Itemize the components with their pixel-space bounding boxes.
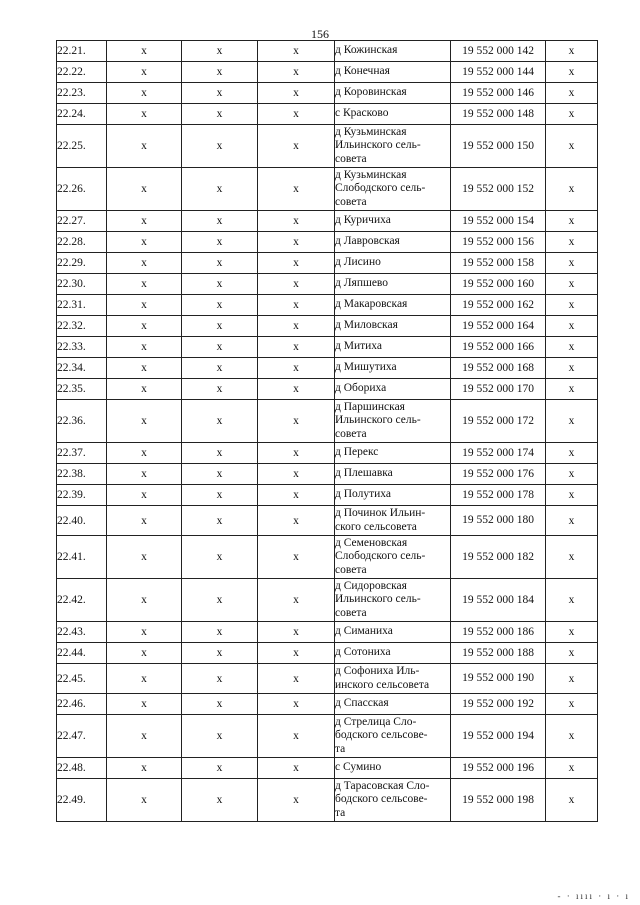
row-number-cell: 22.47. (57, 715, 107, 758)
settlement-name-line: д Ляпшево (335, 277, 389, 290)
mark-cell: x (546, 168, 598, 211)
settlement-name-line: бодского сельсове- (335, 729, 428, 742)
mark-cell: x (107, 253, 182, 274)
mark-cell: x (546, 443, 598, 464)
settlement-name-line: д Лисино (335, 256, 381, 269)
row-number-cell: 22.30. (57, 274, 107, 295)
mark-cell: x (182, 83, 258, 104)
row-number-cell: 22.37. (57, 443, 107, 464)
mark-cell: x (258, 104, 335, 125)
mark-cell: x (546, 62, 598, 83)
settlement-name-line: д Макаровская (335, 298, 408, 311)
oktmo-code-cell: 19 552 000 170 (451, 379, 546, 400)
settlement-name-line: совета (335, 427, 367, 440)
mark-cell: x (107, 41, 182, 62)
mark-cell: x (182, 62, 258, 83)
mark-cell: x (182, 274, 258, 295)
settlement-name-cell (335, 337, 451, 358)
table-row (57, 211, 598, 232)
row-number-cell: 22.21. (57, 41, 107, 62)
mark-cell: x (258, 694, 335, 715)
settlement-name-line: д Полутиха (335, 488, 392, 501)
row-number-cell: 22.31. (57, 295, 107, 316)
settlement-name-line: д Починок Ильин- (335, 507, 426, 520)
table-row (57, 485, 598, 506)
mark-cell: x (258, 443, 335, 464)
mark-cell: x (107, 536, 182, 579)
mark-cell: x (182, 211, 258, 232)
oktmo-code-cell: 19 552 000 182 (451, 536, 546, 579)
table-row (57, 536, 598, 579)
row-number-cell: 22.41. (57, 536, 107, 579)
mark-cell: x (182, 485, 258, 506)
mark-cell: x (258, 358, 335, 379)
table-row (57, 62, 598, 83)
settlement-name-cell (335, 379, 451, 400)
table-row (57, 758, 598, 779)
settlement-name-cell (335, 715, 451, 758)
settlement-name-line: д Миловская (335, 319, 398, 332)
row-number-cell: 22.22. (57, 62, 107, 83)
settlement-name-line: совета (335, 195, 367, 208)
settlement-name-cell (335, 758, 451, 779)
row-number-cell: 22.45. (57, 664, 107, 694)
mark-cell: x (182, 104, 258, 125)
oktmo-code-cell: 19 552 000 164 (451, 316, 546, 337)
mark-cell: x (258, 41, 335, 62)
mark-cell: x (107, 485, 182, 506)
table-row (57, 41, 598, 62)
mark-cell: x (258, 715, 335, 758)
table-row (57, 579, 598, 622)
oktmo-code-cell: 19 552 000 188 (451, 643, 546, 664)
table-row (57, 125, 598, 168)
settlement-name-line: д Паршинская (335, 401, 405, 414)
mark-cell: x (182, 779, 258, 822)
settlement-name-line: совета (335, 563, 367, 576)
mark-cell: x (182, 125, 258, 168)
settlement-name-line: инского сельсовета (335, 678, 430, 691)
mark-cell: x (182, 232, 258, 253)
oktmo-code-cell: 19 552 000 154 (451, 211, 546, 232)
mark-cell: x (182, 400, 258, 443)
oktmo-code-cell: 19 552 000 198 (451, 779, 546, 822)
settlement-name-cell (335, 443, 451, 464)
row-number-cell: 22.39. (57, 485, 107, 506)
settlement-name-line: д Кузьминская (335, 169, 407, 182)
oktmo-code-cell: 19 552 000 146 (451, 83, 546, 104)
oktmo-code-cell: 19 552 000 196 (451, 758, 546, 779)
settlement-name-line: д Кожинская (335, 44, 398, 57)
table-row (57, 168, 598, 211)
table-row (57, 779, 598, 822)
settlement-name-line: та (335, 806, 346, 819)
mark-cell: x (258, 125, 335, 168)
mark-cell: x (258, 400, 335, 443)
table-row (57, 232, 598, 253)
mark-cell: x (546, 232, 598, 253)
settlement-name-line: д Мишутиха (335, 361, 397, 374)
mark-cell: x (182, 664, 258, 694)
table-row (57, 643, 598, 664)
oktmo-code-cell: 19 552 000 194 (451, 715, 546, 758)
mark-cell: x (546, 400, 598, 443)
settlement-name-cell (335, 41, 451, 62)
mark-cell: x (258, 506, 335, 536)
mark-cell: x (182, 295, 258, 316)
settlement-name-line: Слободского сель- (335, 182, 426, 195)
settlement-name-cell (335, 295, 451, 316)
mark-cell: x (258, 168, 335, 211)
mark-cell: x (546, 358, 598, 379)
table-body (57, 41, 598, 822)
mark-cell: x (107, 83, 182, 104)
settlement-name-cell (335, 779, 451, 822)
settlement-name-line: д Спасская (335, 697, 389, 710)
settlement-name-cell (335, 83, 451, 104)
settlement-name-cell (335, 62, 451, 83)
page-number: 156 (311, 27, 329, 41)
table-row (57, 104, 598, 125)
mark-cell: x (182, 506, 258, 536)
table-row (57, 506, 598, 536)
settlement-name-line: с Сумино (335, 761, 382, 774)
mark-cell: x (546, 274, 598, 295)
settlement-name-cell (335, 125, 451, 168)
mark-cell: x (258, 536, 335, 579)
mark-cell: x (546, 211, 598, 232)
mark-cell: x (258, 758, 335, 779)
mark-cell: x (182, 694, 258, 715)
mark-cell: x (258, 622, 335, 643)
oktmo-code-cell: 19 552 000 156 (451, 232, 546, 253)
settlement-name-line: д Сотониха (335, 646, 391, 659)
row-number-cell: 22.29. (57, 253, 107, 274)
mark-cell: x (182, 536, 258, 579)
row-number-cell: 22.38. (57, 464, 107, 485)
table-row (57, 83, 598, 104)
mark-cell: x (107, 211, 182, 232)
mark-cell: x (258, 379, 335, 400)
oktmo-code-cell: 19 552 000 176 (451, 464, 546, 485)
oktmo-code-cell: 19 552 000 158 (451, 253, 546, 274)
table-row (57, 295, 598, 316)
row-number-cell: 22.35. (57, 379, 107, 400)
mark-cell: x (546, 379, 598, 400)
row-number-cell: 22.34. (57, 358, 107, 379)
oktmo-code-cell: 19 552 000 150 (451, 125, 546, 168)
mark-cell: x (182, 253, 258, 274)
mark-cell: x (546, 295, 598, 316)
table-row (57, 274, 598, 295)
settlement-name-cell (335, 643, 451, 664)
settlement-name-cell (335, 694, 451, 715)
mark-cell: x (182, 643, 258, 664)
settlement-name-line: д Кузьминская (335, 126, 407, 139)
oktmo-code-cell: 19 552 000 172 (451, 400, 546, 443)
settlement-name-cell (335, 211, 451, 232)
scan-artifact-marks: - · ıııı · ı · ı (557, 891, 630, 901)
settlement-name-line: совета (335, 606, 367, 619)
table-row (57, 316, 598, 337)
row-number-cell: 22.25. (57, 125, 107, 168)
mark-cell: x (107, 125, 182, 168)
mark-cell: x (258, 643, 335, 664)
mark-cell: x (258, 253, 335, 274)
mark-cell: x (546, 316, 598, 337)
mark-cell: x (182, 622, 258, 643)
mark-cell: x (546, 715, 598, 758)
mark-cell: x (258, 274, 335, 295)
table-row (57, 400, 598, 443)
mark-cell: x (107, 779, 182, 822)
settlement-name-cell (335, 579, 451, 622)
settlement-name-line: д Коровинская (335, 86, 407, 99)
mark-cell: x (258, 779, 335, 822)
mark-cell: x (546, 485, 598, 506)
mark-cell: x (107, 337, 182, 358)
settlement-name-cell (335, 232, 451, 253)
mark-cell: x (182, 464, 258, 485)
row-number-cell: 22.26. (57, 168, 107, 211)
mark-cell: x (258, 337, 335, 358)
row-number-cell: 22.24. (57, 104, 107, 125)
mark-cell: x (107, 168, 182, 211)
mark-cell: x (258, 232, 335, 253)
mark-cell: x (182, 316, 258, 337)
mark-cell: x (258, 211, 335, 232)
table-row (57, 358, 598, 379)
settlement-name-cell (335, 274, 451, 295)
settlement-name-cell (335, 358, 451, 379)
oktmo-code-cell: 19 552 000 144 (451, 62, 546, 83)
mark-cell: x (107, 664, 182, 694)
settlement-name-line: д Симаниха (335, 625, 393, 638)
mark-cell: x (546, 41, 598, 62)
mark-cell: x (546, 464, 598, 485)
mark-cell: x (546, 506, 598, 536)
table-row (57, 694, 598, 715)
oktmo-code-cell: 19 552 000 168 (451, 358, 546, 379)
mark-cell: x (546, 643, 598, 664)
row-number-cell: 22.44. (57, 643, 107, 664)
settlement-name-cell (335, 400, 451, 443)
settlement-name-cell (335, 464, 451, 485)
mark-cell: x (546, 337, 598, 358)
mark-cell: x (107, 579, 182, 622)
row-number-cell: 22.49. (57, 779, 107, 822)
mark-cell: x (107, 232, 182, 253)
settlement-name-line: Ильинского сель- (335, 414, 421, 427)
row-number-cell: 22.42. (57, 579, 107, 622)
mark-cell: x (107, 443, 182, 464)
oktmo-code-cell: 19 552 000 148 (451, 104, 546, 125)
settlement-name-line: Ильинского сель- (335, 139, 421, 152)
settlement-name-line: д Сидоровская (335, 580, 407, 593)
table-row (57, 443, 598, 464)
settlement-name-line: д Обориха (335, 382, 387, 395)
table-row (57, 715, 598, 758)
oktmo-code-cell: 19 552 000 162 (451, 295, 546, 316)
settlement-name-line: та (335, 742, 346, 755)
mark-cell: x (182, 337, 258, 358)
mark-cell: x (107, 358, 182, 379)
mark-cell: x (107, 274, 182, 295)
mark-cell: x (546, 125, 598, 168)
mark-cell: x (107, 379, 182, 400)
settlement-name-line: д Плешавка (335, 467, 393, 480)
mark-cell: x (546, 758, 598, 779)
row-number-cell: 22.23. (57, 83, 107, 104)
mark-cell: x (182, 715, 258, 758)
oktmo-code-cell: 19 552 000 174 (451, 443, 546, 464)
mark-cell: x (258, 485, 335, 506)
mark-cell: x (182, 168, 258, 211)
mark-cell: x (258, 295, 335, 316)
mark-cell: x (258, 62, 335, 83)
mark-cell: x (258, 316, 335, 337)
settlement-name-line: бодского сельсове- (335, 793, 428, 806)
mark-cell: x (107, 295, 182, 316)
oktmo-code-cell: 19 552 000 142 (451, 41, 546, 62)
table-row (57, 464, 598, 485)
mark-cell: x (182, 758, 258, 779)
table-row (57, 379, 598, 400)
row-number-cell: 22.36. (57, 400, 107, 443)
mark-cell: x (107, 758, 182, 779)
mark-cell: x (258, 83, 335, 104)
mark-cell: x (182, 41, 258, 62)
row-number-cell: 22.32. (57, 316, 107, 337)
row-number-cell: 22.27. (57, 211, 107, 232)
settlement-name-line: д Перекс (335, 446, 379, 459)
settlement-name-line: д Софониха Иль- (335, 665, 420, 678)
settlement-name-line: ского сельсовета (335, 520, 417, 533)
mark-cell: x (182, 379, 258, 400)
settlement-name-line: д Митиха (335, 340, 382, 353)
settlement-name-line: Ильинского сель- (335, 593, 421, 606)
settlement-name-line: д Конечная (335, 65, 390, 78)
table-row (57, 337, 598, 358)
row-number-cell: 22.48. (57, 758, 107, 779)
oktmo-code-cell: 19 552 000 186 (451, 622, 546, 643)
settlement-name-line: д Лавровская (335, 235, 400, 248)
mark-cell: x (182, 358, 258, 379)
oktmo-code-cell: 19 552 000 152 (451, 168, 546, 211)
mark-cell: x (546, 779, 598, 822)
mark-cell: x (546, 536, 598, 579)
settlement-registry-table (56, 40, 598, 822)
settlement-name-cell (335, 168, 451, 211)
mark-cell: x (107, 62, 182, 83)
row-number-cell: 22.46. (57, 694, 107, 715)
mark-cell: x (182, 443, 258, 464)
settlement-name-line: с Красково (335, 107, 389, 120)
mark-cell: x (546, 253, 598, 274)
settlement-name-line: д Стрелица Сло- (335, 716, 417, 729)
settlement-name-cell (335, 664, 451, 694)
mark-cell: x (182, 579, 258, 622)
settlement-name-line: д Семеновская (335, 537, 408, 550)
settlement-name-line: Слободского сель- (335, 550, 426, 563)
oktmo-code-cell: 19 552 000 190 (451, 664, 546, 694)
mark-cell: x (107, 622, 182, 643)
oktmo-code-cell: 19 552 000 178 (451, 485, 546, 506)
oktmo-code-cell: 19 552 000 160 (451, 274, 546, 295)
oktmo-code-cell: 19 552 000 184 (451, 579, 546, 622)
row-number-cell: 22.28. (57, 232, 107, 253)
oktmo-code-cell: 19 552 000 192 (451, 694, 546, 715)
mark-cell: x (107, 506, 182, 536)
row-number-cell: 22.33. (57, 337, 107, 358)
settlement-name-cell (335, 506, 451, 536)
mark-cell: x (546, 83, 598, 104)
oktmo-code-cell: 19 552 000 166 (451, 337, 546, 358)
mark-cell: x (546, 622, 598, 643)
mark-cell: x (107, 104, 182, 125)
mark-cell: x (107, 400, 182, 443)
settlement-name-cell (335, 536, 451, 579)
settlement-name-cell (335, 253, 451, 274)
mark-cell: x (107, 715, 182, 758)
mark-cell: x (546, 664, 598, 694)
table-row (57, 664, 598, 694)
settlement-name-line: д Тарасовская Сло- (335, 780, 430, 793)
mark-cell: x (258, 464, 335, 485)
settlement-name-cell (335, 485, 451, 506)
settlement-name-line: д Куричиха (335, 214, 391, 227)
row-number-cell: 22.40. (57, 506, 107, 536)
mark-cell: x (107, 464, 182, 485)
mark-cell: x (107, 694, 182, 715)
settlement-name-cell (335, 316, 451, 337)
mark-cell: x (258, 579, 335, 622)
settlement-name-line: совета (335, 152, 367, 165)
oktmo-code-cell: 19 552 000 180 (451, 506, 546, 536)
row-number-cell: 22.43. (57, 622, 107, 643)
settlement-name-cell (335, 104, 451, 125)
mark-cell: x (546, 579, 598, 622)
mark-cell: x (546, 694, 598, 715)
table-row (57, 253, 598, 274)
mark-cell: x (107, 643, 182, 664)
mark-cell: x (107, 316, 182, 337)
mark-cell: x (546, 104, 598, 125)
settlement-name-cell (335, 622, 451, 643)
table-row (57, 622, 598, 643)
mark-cell: x (258, 664, 335, 694)
